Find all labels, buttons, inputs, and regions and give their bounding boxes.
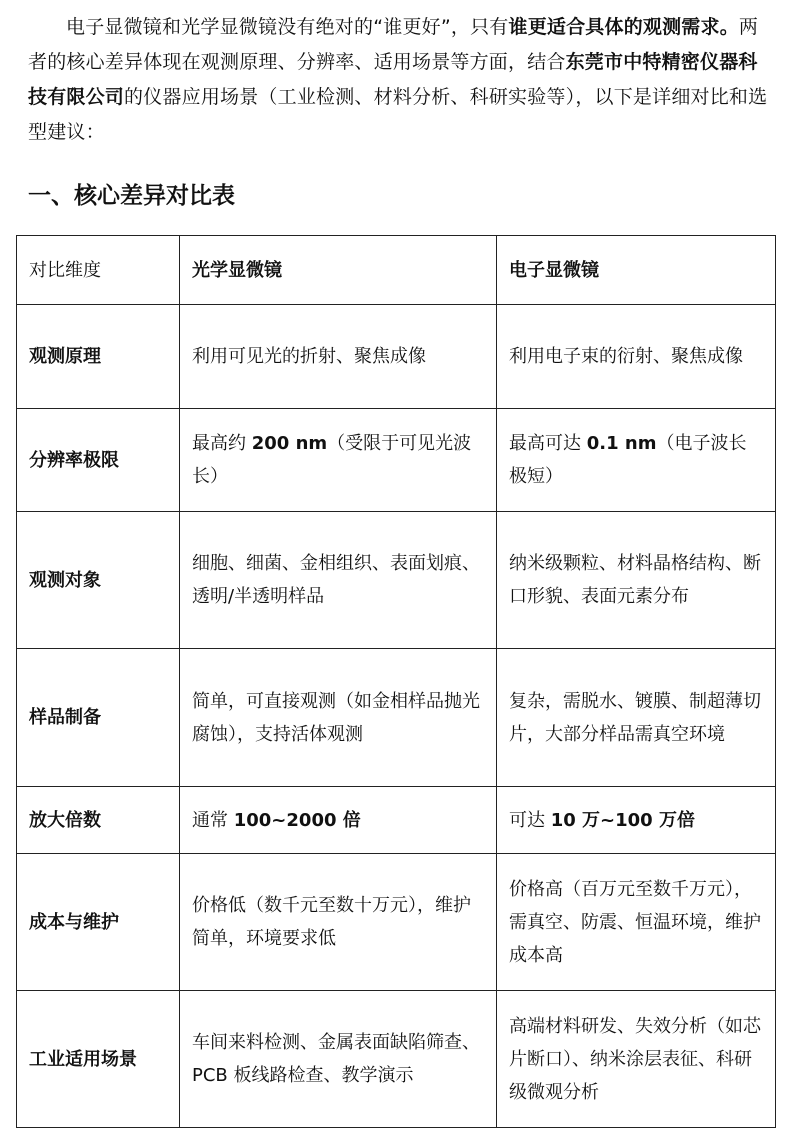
electron-text: 最高可达	[509, 433, 587, 454]
row-dimension: 观测原理	[17, 305, 180, 409]
optical-cell: 车间来料检测、金属表面缺陷筛查、PCB 板线路检查、教学演示	[180, 991, 497, 1128]
optical-text: 最高约	[192, 433, 252, 454]
row-dimension: 成本与维护	[17, 854, 180, 991]
row-dimension: 样品制备	[17, 649, 180, 787]
optical-cell	[180, 409, 497, 512]
intro-paragraph	[28, 10, 768, 150]
header-optical: 光学显微镜	[180, 236, 497, 305]
table-row	[17, 409, 776, 512]
optical-cell	[180, 787, 497, 854]
electron-cell: 利用电子束的衍射、聚焦成像	[497, 305, 776, 409]
row-dimension: 观测对象	[17, 512, 180, 649]
row-dimension: 分辨率极限	[17, 409, 180, 512]
electron-cell	[497, 409, 776, 512]
electron-text: （电子波长极短）	[509, 433, 747, 487]
electron-cell: 价格高（百万元至数千万元），需真空、防震、恒温环境，维护成本高	[497, 854, 776, 991]
table-row	[17, 512, 776, 649]
electron-value: 10 万~100 万倍	[550, 809, 695, 831]
header-electron: 电子显微镜	[497, 236, 776, 305]
comparison-table	[16, 235, 776, 1128]
optical-text: （受限于可见光波长）	[192, 433, 472, 487]
intro-emphasis-1: 谁更适合具体的观测需求。	[508, 16, 739, 38]
optical-text: 通常	[192, 809, 234, 831]
electron-cell: 高端材料研发、失效分析（如芯片断口）、纳米涂层表征、科研级微观分析	[497, 991, 776, 1128]
table-row	[17, 305, 776, 409]
optical-value: 100~2000 倍	[233, 809, 361, 831]
optical-cell: 利用可见光的折射、聚焦成像	[180, 305, 497, 409]
table-row	[17, 991, 776, 1128]
optical-cell: 细胞、细菌、金相组织、表面划痕、透明/半透明样品	[180, 512, 497, 649]
optical-value: 200 nm	[251, 433, 328, 454]
intro-text-1: 电子显微镜和光学显微镜没有绝对的“谁更好”，只有	[66, 16, 509, 38]
optical-cell: 简单，可直接观测（如金相样品抛光腐蚀），支持活体观测	[180, 649, 497, 787]
optical-cell: 价格低（数千元至数十万元），维护简单，环境要求低	[180, 854, 497, 991]
intro-text-3: 的仪器应用场景（工业检测、材料分析、科研实验等），以下是详细对比和选型建议：	[28, 86, 768, 143]
electron-cell: 复杂，需脱水、镀膜、制超薄切片，大部分样品需真空环境	[497, 649, 776, 787]
table-row	[17, 854, 776, 991]
electron-value: 0.1 nm	[586, 433, 657, 454]
table-row	[17, 787, 776, 854]
section-title: 一、核心差异对比表	[28, 183, 235, 209]
company-name: 东莞市中特精密仪器科技有限公司	[28, 51, 758, 108]
electron-cell	[497, 787, 776, 854]
header-dimension: 对比维度	[17, 236, 180, 305]
electron-cell: 纳米级颗粒、材料晶格结构、断口形貌、表面元素分布	[497, 512, 776, 649]
row-dimension: 放大倍数	[17, 787, 180, 854]
table-header-row	[17, 236, 776, 305]
intro-text-2: 两者的核心差异体现在观测原理、分辨率、适用场景等方面，结合	[28, 16, 759, 73]
electron-text: 可达	[509, 809, 551, 831]
row-dimension: 工业适用场景	[17, 991, 180, 1128]
table-row	[17, 649, 776, 787]
